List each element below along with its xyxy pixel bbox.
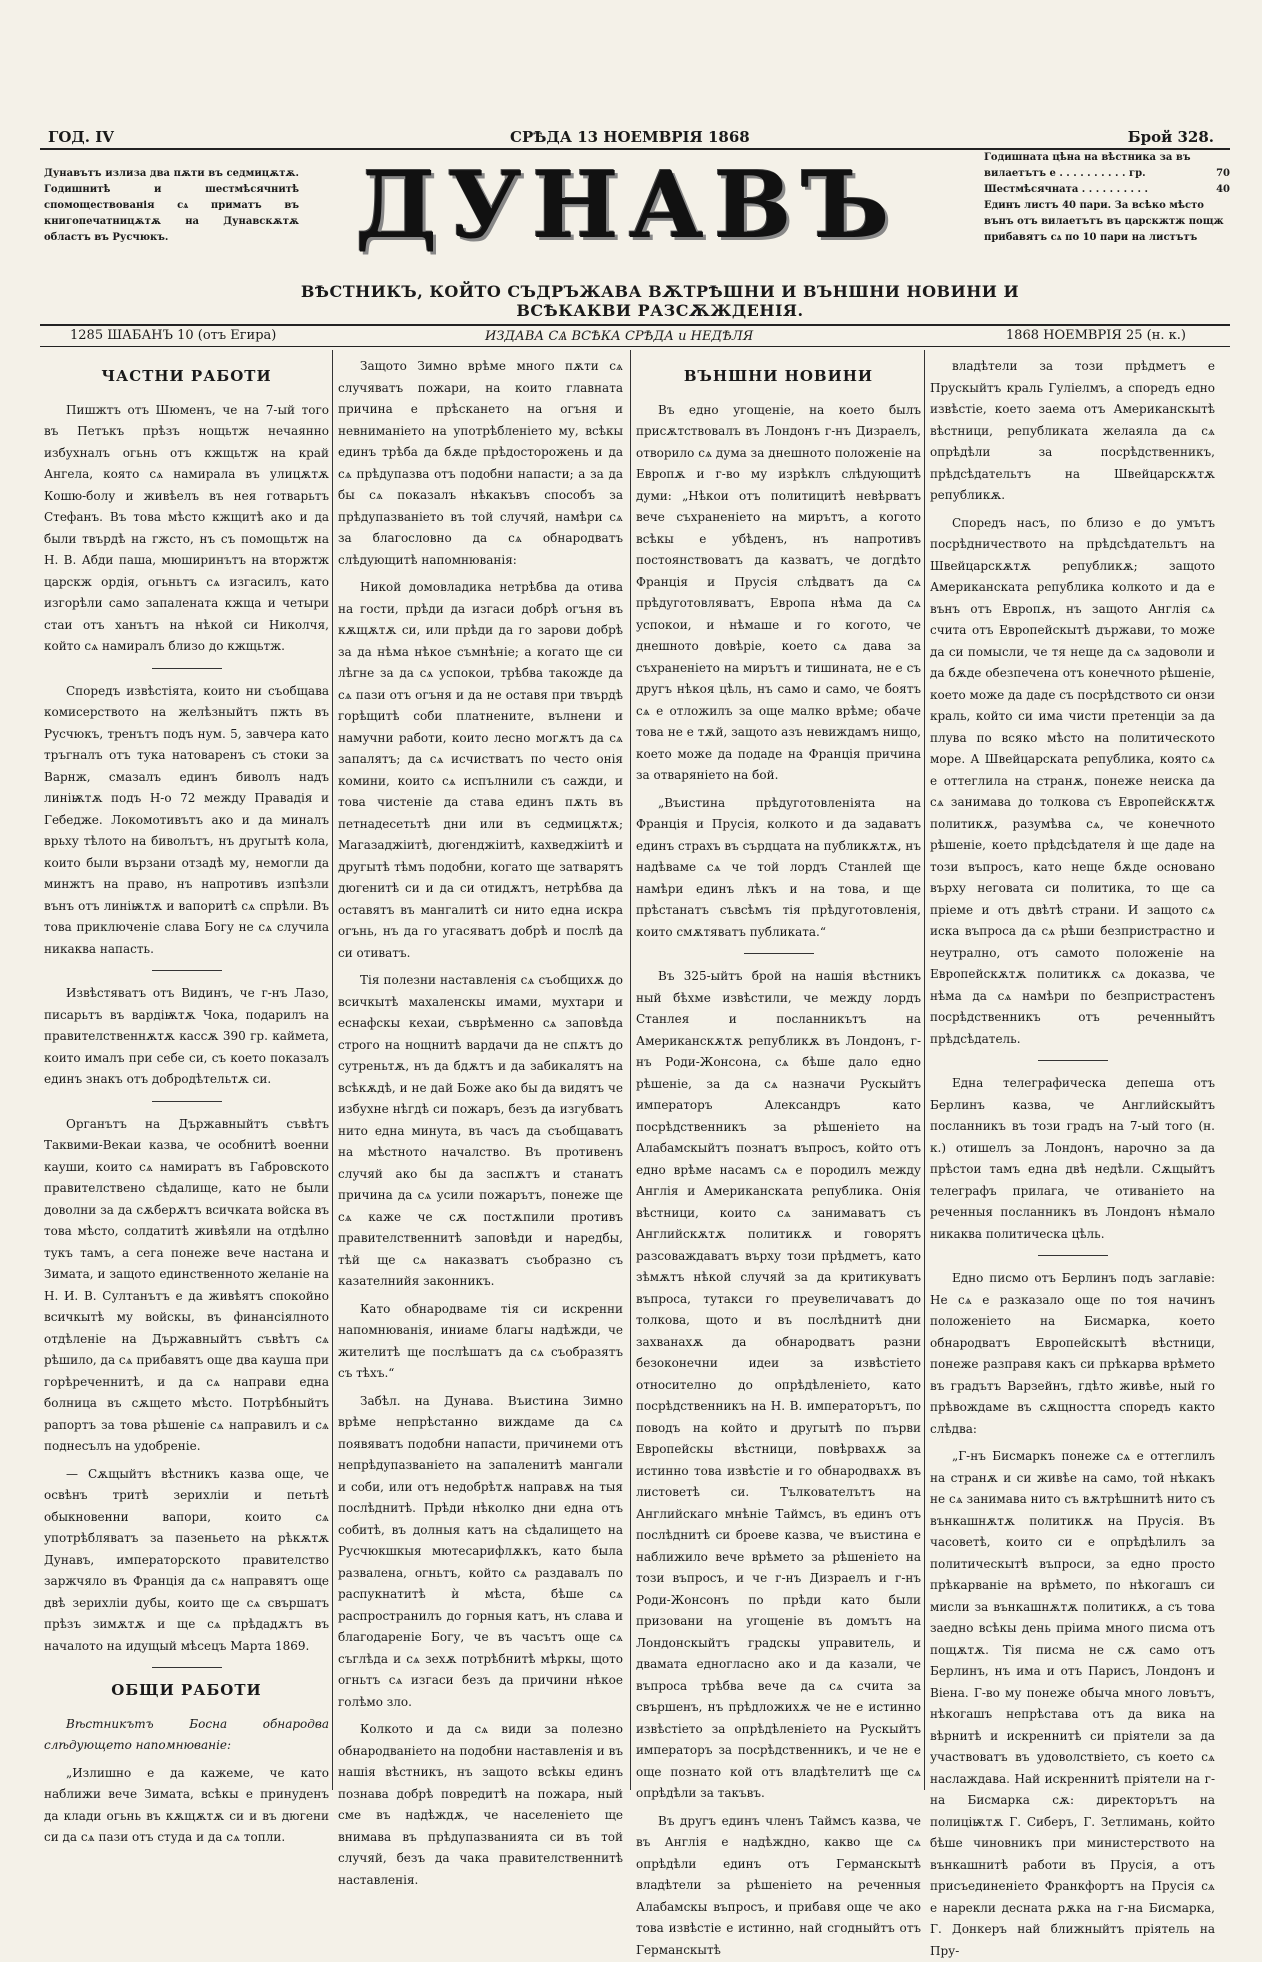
subscription-prices (984, 150, 1230, 246)
article-separator (1038, 1060, 1108, 1061)
article-paragraph: Органътъ на Държавныйтъ съвѣтъ Таквими-Векаи казва, че особнитѣ военни кауши, които сѧ намиратъ въ Габровското правителствено сѣдалище, като не были доволни за да сѫберѫтъ всичката войска въ това мѣсто, солдатитѣ живѣяли на отдѣлно тукъ тамъ, а сега понеже вече настана и Зимата, и защото единственното желаніе на Н. И. В. Султанътъ е да живѣятъ спокойно всичкытѣ му войскы, въ финансіялното отдѣленіе на Държавныйтъ съвѣтъ сѧ рѣшило, да сѧ прибавятъ още два кауша при горѣреченнитѣ, и да сѧ направи една болница въ сѫщето мѣсто. Потрѣбныйтъ рапортъ за това рѣшеніе сѧ направилъ и сѧ поднесълъ на удобреніе. (44, 1116, 329, 1453)
dateline (40, 326, 1230, 346)
article-intro: Вѣстникътъ Босна обнародва слѣдующето напомнюваніе: (44, 1716, 329, 1752)
column-3 (636, 356, 921, 1957)
price-annual-label: вилаетътъ е . . . . . . . . . . гр. (984, 168, 1146, 179)
price-half-value: 40 (1216, 184, 1230, 195)
article-paragraph: Като обнародваме тія си искренни напомнюванія, иниаме благы надѣжди, че жителитѣ ще послѣшатъ да сѧ съобразятъ съ тѣхъ.“ (338, 1301, 623, 1380)
column-2 (338, 356, 623, 1887)
article-paragraph: Никой домовладика нетрѣбва да отива на гости, прѣди да изгаси добрѣ огъня въ кѫщѫтѫ си, или прѣди да го зарови добрѣ за да нѣма нѣкое съмнѣніе; а когато ще си лѣгне за да сѧ успокои, трѣбва такожде да сѧ пази отъ огъня и да не оставя при твърдѣ горѣщитѣ соби платнените, вълнени и намучни работи, които лесно могѫтъ да сѧ запалятъ; да сѧ исчистватъ по често онія комини, които сѧ испълнили съ сажди, и това чистеніе да става единъ пѫть въ петнадесетьтѣ дни или въ седмицѫтѫ; Магазаджіитѣ, дюгенджіитѣ, кахведжіитѣ и другытѣ тѣмъ подобни, когато ще затварятъ дюгенитѣ си и да си отидѫтъ, нетрѣбва да оставятъ въ мангалитѣ си нито една искра огънь, нъ да го угасяватъ добрѣ и послѣ да си отиватъ. (338, 580, 623, 960)
column-1 (44, 356, 329, 1844)
price-intro: Годишната цѣна на вѣстника за въ (984, 152, 1191, 163)
article-paragraph: Споредъ извѣстіята, които ни съобщава комисерството на желѣзныйтъ пжть въ Русчюкъ, тренътъ подъ нум. 5, завчера като тръгналъ отъ тука натоваренъ съ стоки за Варнж, смазалъ единъ биволъ надъ линіѭтѫ подъ Н-о 72 между Правадія и Гебедже. Локомотивътъ ако и да миналъ врьху тѣлото на биволътъ, нъ другытѣ кола, които были вързани отзадѣ му, немогли да минжтъ на право, нъ напротивъ изпѣзли вънъ отъ линіѭтѫ и вапоритѣ сѧ спрѣли. Въ това приключеніе слава Богу не сѧ случила никаква напасть. (44, 683, 329, 956)
article-paragraph: Споредъ насъ, по близо е до умътъ посрѣдничеството на прѣдсѣдательтъ на Швейцарскѫтѫ републикѫ; защото Американската република колкото и да е вънъ отъ Европѫ, нъ защото Англія сѧ счита отъ Европейскытѣ държави, то може да си помысли, че тя неще да сѧ задоволи и да бѫде обезпечена отъ конечното рѣшеніе, което може да даде съ посрѣдството си онзи краль, който си има чисти претенціи за да плува по всяко мѣсто на политическото море. А Швейцарската република, която сѧ е оттеглила на странѫ, понеже неиска да сѧ занимава до толкова съ Европейскѫтѫ политикѫ, разумѣва сѧ, че конечното рѣшеніе, което прѣдсѣдателя ѝ ще даде на този въпросъ, като неще бѫде основано върху неговата си политика, то ще са пріеме и отъ двѣтѣ страни. И защото сѧ иска въпроса да сѧ рѣши безпристрастно и неутрално, отъ самото положеніе на Европейскѫтѫ политикѫ сѧ доказва, че нѣма да сѧ намѣри по безпристрастенъ посрѣдственникъ отъ реченныйтъ прѣдсѣдатель. (930, 515, 1215, 1046)
column-divider (924, 350, 925, 1790)
article-paragraph: Пишжтъ отъ Шюменъ, че на 7-ый того въ Петъкъ прѣзъ нощьтж нечаянно избухналъ огьнь отъ кжщьтж на край Ангела, която сѧ намирала въ улицѫтѫ Кошю-болу и живѣелъ въ нея готварьтъ Стефанъ. Въ това мѣсто кжщитѣ ако и да были твърдѣ на гжсто, нъ съ помощьтж на Н. В. Абди паша, мюширинътъ на вторжтж царскж ордія, огьньтъ сѧ изгасилъ, като изгорѣли само запалената кжща и четыри стаи отъ ханътъ на нѣкой си Николчя, който сѧ намиралъ близо до кжщьтж. (44, 402, 329, 653)
article-paragraph: Колкото и да сѧ види за полезно обнародваніето на подобни наставленія и въ нашія вѣстникъ, нъ защото всѣкы единъ познава добрѣ повредитѣ на пожара, ный сме въ надѣждѫ, че населеніето ще внимава въ прѣдупазванията си въ той случяй, безъ да чака правителственнитѣ наставленія. (338, 1722, 623, 1887)
article-paragraph: „Излишно е да кажеме, че като наближи вече Зимата, всѣкы е принуденъ да клади огьнь въ кѫщѫтѫ си и въ дюгени си да сѧ пази отъ студа и да сѧ топли. (44, 1765, 329, 1844)
section-heading-foreign-news: ВЪНШНИ НОВИНИ (683, 367, 874, 385)
price-single-sheet: Единъ листъ 40 пари. За всѣко мѣсто вънъ отъ вилаетътъ въ царскжтж пощж прибавятъ сѧ по 10 пари на листътъ (984, 200, 1224, 243)
article-paragraph: Една телеграфическа депеша отъ Берлинъ казва, че Английскыйтъ посланникъ въ този градъ на 7-ый того (н. к.) отишелъ за Лондонъ, нарочно за да прѣстои тамъ една двѣ недѣли. Сѫщыйтъ телеграфъ прилага, че отиваніето на реченныя посланникъ въ Лондонъ нѣмало никаква политическа цѣль. (930, 1076, 1215, 1241)
header-line (40, 124, 1230, 148)
hijri-date: 1285 ШАБАНЪ 10 (отъ Егира) (70, 328, 277, 343)
article-paragraph: — Сѫщыйтъ вѣстникъ казва още, че освѣнъ тритѣ зерихліи и петьтѣ обыкновенни вапори, които сѧ употрѣбляватъ за пазеньето на рѣкѫтѫ Дунавъ, императорското правителство заржчяло въ Франція да сѧ направятъ още двѣ зерихліи дубы, които ще сѧ свършатъ прѣзъ зимѫтѫ и ще сѧ прѣдадѫтъ въ началото на идущый мѣсецъ Марта 1869. (44, 1466, 329, 1653)
article-paragraph: Въ 325-ыйтъ брой на нашія вѣстникъ ный бѣхме извѣстили, че между лордъ Станлея и посланникътъ на Американскѫтѫ републикѫ въ Лондонъ, г-нъ Роди-Жонсона, сѧ бѣше дало едно рѣшеніе, за да сѧ назначи Рускыйтъ императоръ Александръ като посрѣдственникъ за рѣшеніето на Алабамскыйтъ познатъ въпросъ, който отъ едно врѣме насамъ сѧ е породилъ между Англія и Американската република. Онія вѣстници, които сѧ занимаватъ съ Английскѫтѫ политикѫ и говорятъ разсоваждаватъ върху този прѣдметъ, като зѣмѫтъ нѣкой случяй за да критикуватъ въпроса, тутакси го преувеличаватъ до толкова, щото и въ послѣднитѣ дни захванахѫ да обнародватъ разни безоконечни идеи за извѣстіето относително до опрѣдѣленіето, като посрѣдственникъ на Н. В. императорътъ, по поводъ на който и другытѣ по първи Европейскы вѣстници, повѣрвахѫ за истинно това извѣстіе и го обнародвахѫ въ листоветѣ си. Тълкователътъ на Английскаго мнѣніе Таймсъ, въ единъ отъ послѣднитѣ си броеве казва, че въистина е наближило вече врѣмето за рѣшеніето на този въпросъ, и че г-нъ Дизраелъ и г-нъ Роди-Жонсонъ по прѣди като были призовани на угощеніе въ домътъ на Лондонскыйтъ градскы управитель, и двамата едногласно ако и да казали, че въпроса трѣбва вече да сѧ счита за свършенъ, нъ прѣдложихѫ че не е истинно извѣстіето за опрѣдѣленіето на Рускыйтъ императоръ за посрѣдственникъ, и че не е още познато кой отъ владѣтелитѣ ще сѧ опрѣдѣли за такъвъ. (636, 969, 921, 1800)
section-heading-private-affairs: ЧАСТНИ РАБОТИ (101, 367, 272, 385)
publication-schedule: ИЗДАВА СѦ ВСѢКА СРѢДА и НЕДѢЛЯ (485, 329, 754, 344)
column-divider (630, 350, 631, 1790)
dateline-bottom-rule (40, 346, 1230, 347)
article-paragraph: Защото Зимно врѣме много пѫти сѧ случяватъ пожари, на които главната причина е прѣскането на огъня и невниманіето на употрѣбленіето му, всѣкы единъ трѣба да бѫде прѣдосторожень и да сѧ прѣдупазва отъ подобни напасти; а за да бы сѧ показалъ нѣкакъвъ способъ за прѣдупазваніето въ той случяй, намѣри сѧ за благословно да сѧ обнародватъ слѣдующитѣ напомнюванія: (338, 359, 623, 567)
masthead (305, 150, 950, 280)
price-row-half (984, 182, 1230, 198)
gregorian-date: 1868 НОЕМВРІЯ 25 (н. к.) (1005, 328, 1186, 343)
article-paragraph: Извѣстяватъ отъ Видинъ, че г-нъ Лазо, писарьтъ въ вардіѭтѫ Чока, подарилъ на правителственнѫтѫ кассѫ 390 гр. каймета, които ималъ при себе си, съ което показалъ единъ знакъ отъ добродѣтельтѫ си. (44, 986, 329, 1086)
editor-note: Забѣл. на Дунава. Въистина Зимно врѣме непрѣстанно виждаме да сѧ появяватъ подобни напасти, причинеми отъ непрѣдупазваніето на запаленитѣ мангали и соби, или отъ недобрѣтѫ направѫ на тыя послѣднитѣ. Прѣди нѣколко дни една отъ собитѣ, въ долныя катъ на сѣдалището на Русчюкшкыя мютесарифлѫкъ, като была развалена, огньтъ, който сѧ раздавалъ по распукнатитѣ ѝ мѣста, бѣше сѧ распространилъ до горныя катъ, нъ слава и благодареніе Богу, че въ часътъ още сѧ съглѣда и сѧ зехѫ потрѣбнитѣ мѣркы, щото огньтъ сѧ изгаси безъ да причини нѣкое голѣмо зло. (338, 1393, 623, 1709)
price-row-annual (984, 166, 1230, 182)
article-paragraph: Въ едно угощеніе, на което былъ присѫтствовалъ въ Лондонъ г-нъ Дизраелъ, отворило сѧ дума за днешното положеніе на Европѫ и г-во му изрѣклъ слѣдующитѣ думи: „Нѣкои отъ политицитѣ невѣрватъ вече съхраненіето на мирътъ, а когото всѣкы е убѣденъ, нъ напротивъ постоянствоватъ да казватъ, че догдѣто Франція и Прусія слѣдватъ да сѧ прѣдуготовляватъ, Европа нѣма да сѧ успокои, и нѣмаше и го когото, че днешното довѣріе, което сѧ дава за съхраненіето на мирътъ и тишината, не е съ другъ нѣкоя цѣль, нъ само и само, че боятъ сѧ е отложилъ за още малко врѣме; обаче това не е тѫй, защото азъ невиждамъ нищо, което може да подаде на Франція причина за отваряніето на бой. (636, 402, 921, 782)
publication-notice: Дунавътъ излиза два пѫти въ седмицѫтѫ. Годишнитѣ и шестмѣсячнитѣ спомоществованія сѧ приматъ въ книгопечатницѫтѫ на Дунавскѫтѫ областъ въ Русчюкъ. (44, 168, 299, 243)
article-separator (152, 668, 222, 669)
column-divider (332, 350, 333, 1790)
issue-date: СРѢДА 13 НОЕМВРІЯ 1868 (510, 128, 750, 146)
price-annual-value: 70 (1216, 168, 1230, 179)
article-paragraph: владѣтели за този прѣдметъ е Прускыйтъ краль Гуліелмъ, а споредъ едно извѣстіе, което заема отъ Американскытѣ вѣстници, републиката желаяла да сѧ опрѣдѣли за посрѣдственникъ, прѣдсѣдательтъ на Швейцарскѫтѫ републикѫ. (930, 359, 1215, 502)
article-paragraph: Тія полезни наставленія сѧ съобщихѫ до всичкытѣ махаленскы имами, мухтари и еснафскы кехаи, съврѣменно сѧ заповѣда строго на нощнитѣ вардачи да не спѫтъ до сутреньтѫ, нъ да бдѫтъ и да забикалятъ на всѣкѫдѣ, и не дай Боже ако бы да видятъ че избухне нѣгдѣ си пожаръ, безъ да изгубватъ нито една минута, въ часъ да съобщаватъ на мѣстното началство. Въ противенъ случяй ако бы да заспѫтъ и станатъ причина да сѧ усили пожарътъ, понеже ще сѧ каже че сѫ постѫпили противъ правителственнитѣ заповѣди и наредбы, тѣй ще сѧ наказватъ съобразно съ казателнийя законникъ. (338, 973, 623, 1288)
article-separator (152, 1667, 222, 1668)
article-paragraph: „Въистина прѣдуготовленіята на Франція и Прусія, колкото и да задаватъ единъ страхъ въ сърдцата на публикѫтѫ, нъ надѣваме сѧ че той лордъ Станлей ще намѣри единъ лѣкъ и на това, и ще прѣстанатъ съвсѣмъ тія прѣдуготовленія, които смѫтяватъ публиката.“ (636, 795, 921, 939)
newspaper-subtitle: ВѢСТНИКЪ, КОЙТО СЪДРЪЖАВА ВѪТРѢШНИ И ВЪНШНИ НОВИНИ И ВСѢКАКВИ РАЗСѪЖДЕНІЯ. (300, 282, 1020, 320)
article-paragraph: Едно писмо отъ Берлинъ подъ заглавіе: Не сѧ е разказало още по тоя начинъ положеніето на Бисмарка, което обнародватъ Европейскытѣ вѣстници, понеже разправя какъ си прѣкарва врѣмето въ градътъ Варзейнъ, гдѣто живѣе, ный го прѣвождаме въ сѫщността споредъ както слѣдва: (930, 1271, 1215, 1436)
article-paragraph: Въ другъ единъ членъ Таймсъ казва, че въ Англія е надѣждно, какво ще сѧ опрѣдѣли единъ отъ Германскытѣ владѣтели за рѣшеніето на реченныя Алабамскы въпросъ, и прибавя още че ако това извѣстіе е истинно, най сгодныйтъ отъ Германскытѣ (636, 1813, 921, 1957)
newspaper-page (40, 0, 1230, 1958)
article-separator (744, 953, 814, 954)
article-separator (152, 1101, 222, 1102)
newspaper-title: ДУНАВЪ (355, 151, 900, 259)
volume-year: ГОД. IV (48, 128, 114, 146)
section-heading-general-affairs: ОБЩИ РАБОТИ (111, 1681, 262, 1699)
column-4 (930, 356, 1215, 1958)
article-separator (1038, 1255, 1108, 1256)
issue-number: Брой 328. (1127, 128, 1214, 146)
price-half-label: Шестмѣсячната . . . . . . . . . . (984, 184, 1148, 195)
article-separator (152, 970, 222, 971)
article-paragraph: „Г-нъ Бисмаркъ понеже сѧ е оттеглилъ на странѫ и си живѣе на само, той нѣкакъ не сѧ занимава нито съ вѫтрѣшнитѣ нито съ вънкашнѫтѫ политикѫ на Прусія. Въ часоветѣ, които си е опрѣдѣлилъ за политическытѣ въпроси, за едно просто прѣкарваніе на врѣмето, по нѣкогашъ си мисли за вънкашнѫтѫ политикѫ, а съ това заедно всѣкы день пріима много писма отъ пощѫтѫ. Тія писма не сѫ само отъ Берлинъ, нъ има и отъ Парисъ, Лондонъ и Віена. Г-во му понеже обыча много ловътъ, нѣкогашъ непрѣстава отъ да вика на вѣрнитѣ и искреннитѣ си пріятели за да участвоватъ въ удоволствіето, съ което сѧ наслаждава. Най искреннитѣ пріятели на г-на Бисмарка сѫ: директорътъ на полиціѭтѫ Г. Сиберъ, Г. Зетлимань, който бѣше чиновникъ при министерството на вънкашнитѣ работи въ Прусія, а отъ присъединеніето Франкфортъ на Прусія сѧ е нарекли десната рѫка на г-на Бисмарка, Г. Донкеръ най ближныйтъ пріятель на Пру- (930, 1449, 1215, 1958)
